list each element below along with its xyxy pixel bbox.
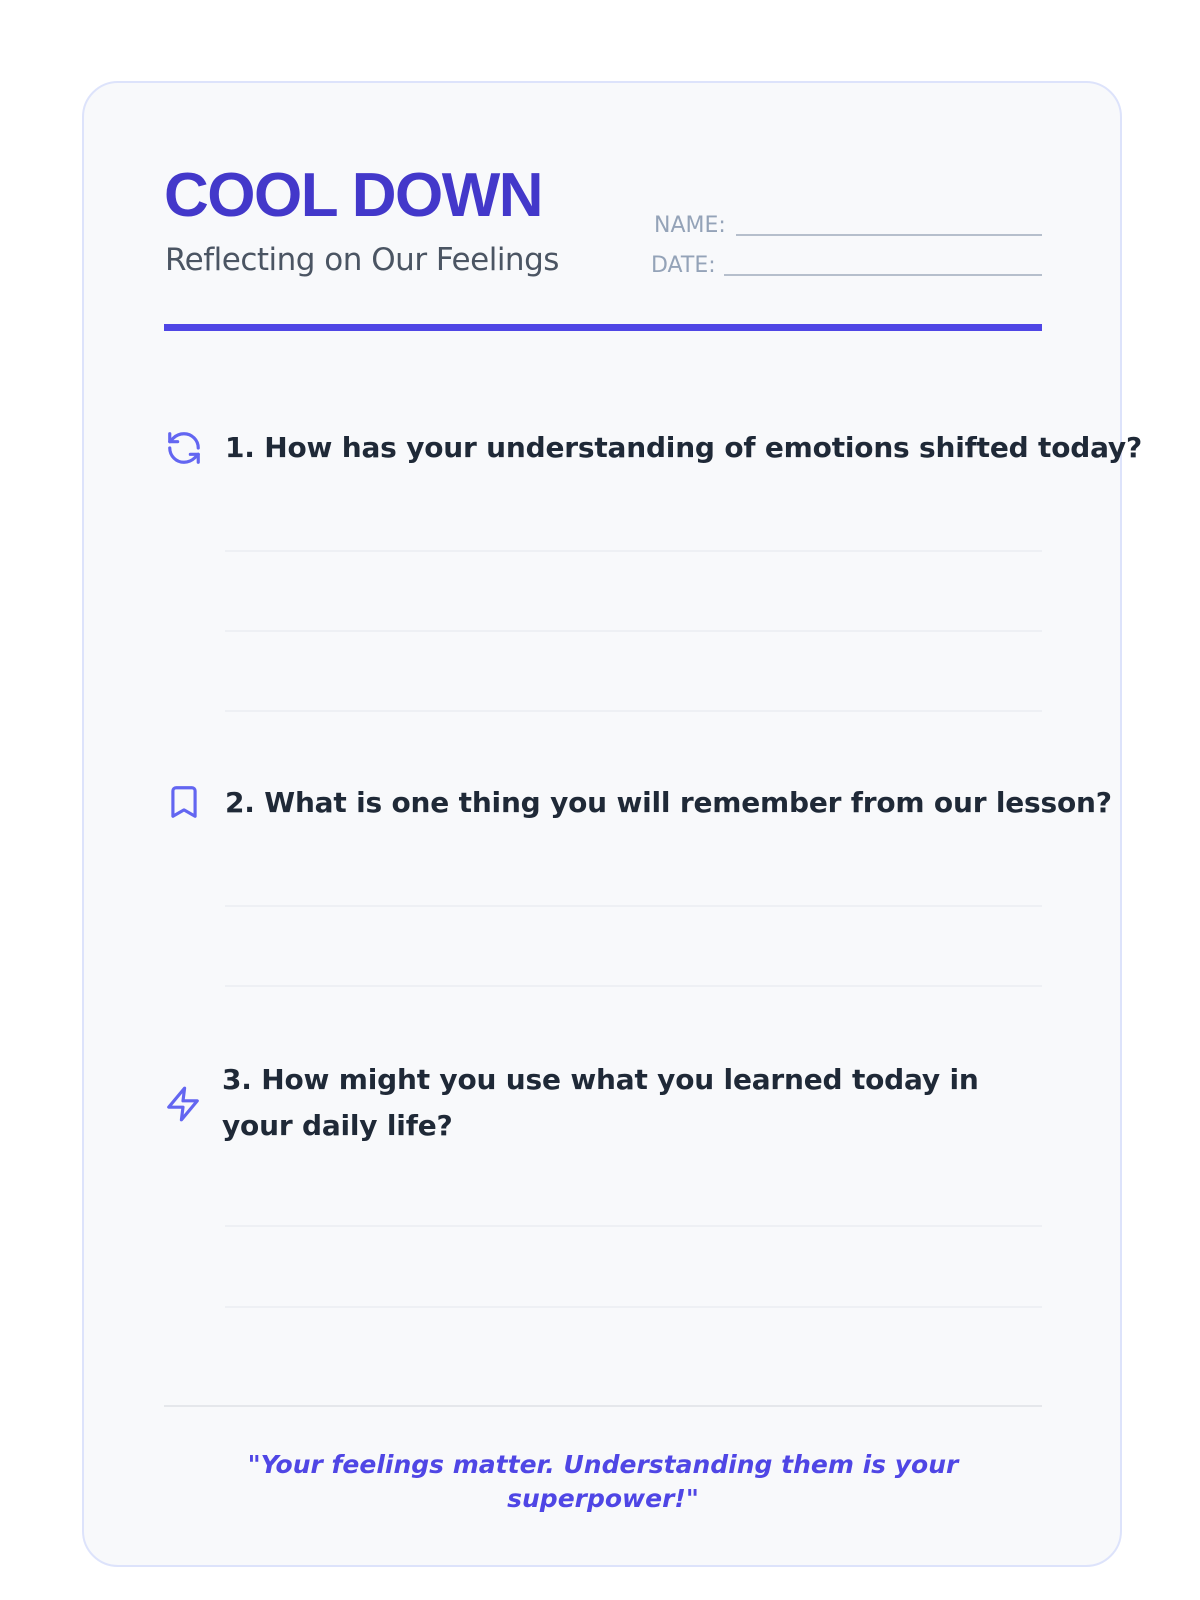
answer-line[interactable]: [225, 905, 1042, 907]
refresh-icon: [165, 429, 203, 467]
answer-line[interactable]: [225, 1225, 1042, 1227]
name-label: NAME:: [654, 213, 726, 238]
worksheet-subtitle: Reflecting on Our Feelings: [165, 242, 559, 278]
header-divider: [164, 324, 1042, 331]
answer-line[interactable]: [225, 550, 1042, 552]
answer-line[interactable]: [225, 710, 1042, 712]
answer-line[interactable]: [225, 630, 1042, 632]
question-3: 3. How might you use what you learned today in your daily life?: [222, 1063, 979, 1142]
lightning-icon: [164, 1085, 202, 1123]
worksheet-title: COOL DOWN: [164, 161, 542, 230]
answer-line[interactable]: [225, 1306, 1042, 1308]
date-field[interactable]: [724, 274, 1042, 276]
footer-quote: "Your feelings matter. Understanding them is your superpower!": [247, 1450, 959, 1513]
question-1: 1. How has your understanding of emotions shifted today?: [225, 431, 1142, 464]
bookmark-icon: [165, 783, 203, 821]
footer-divider: [164, 1405, 1042, 1407]
answer-line[interactable]: [225, 985, 1042, 987]
question-2: 2. What is one thing you will remember from our lesson?: [225, 786, 1112, 819]
date-label: DATE:: [651, 253, 716, 278]
name-field[interactable]: [736, 234, 1042, 236]
